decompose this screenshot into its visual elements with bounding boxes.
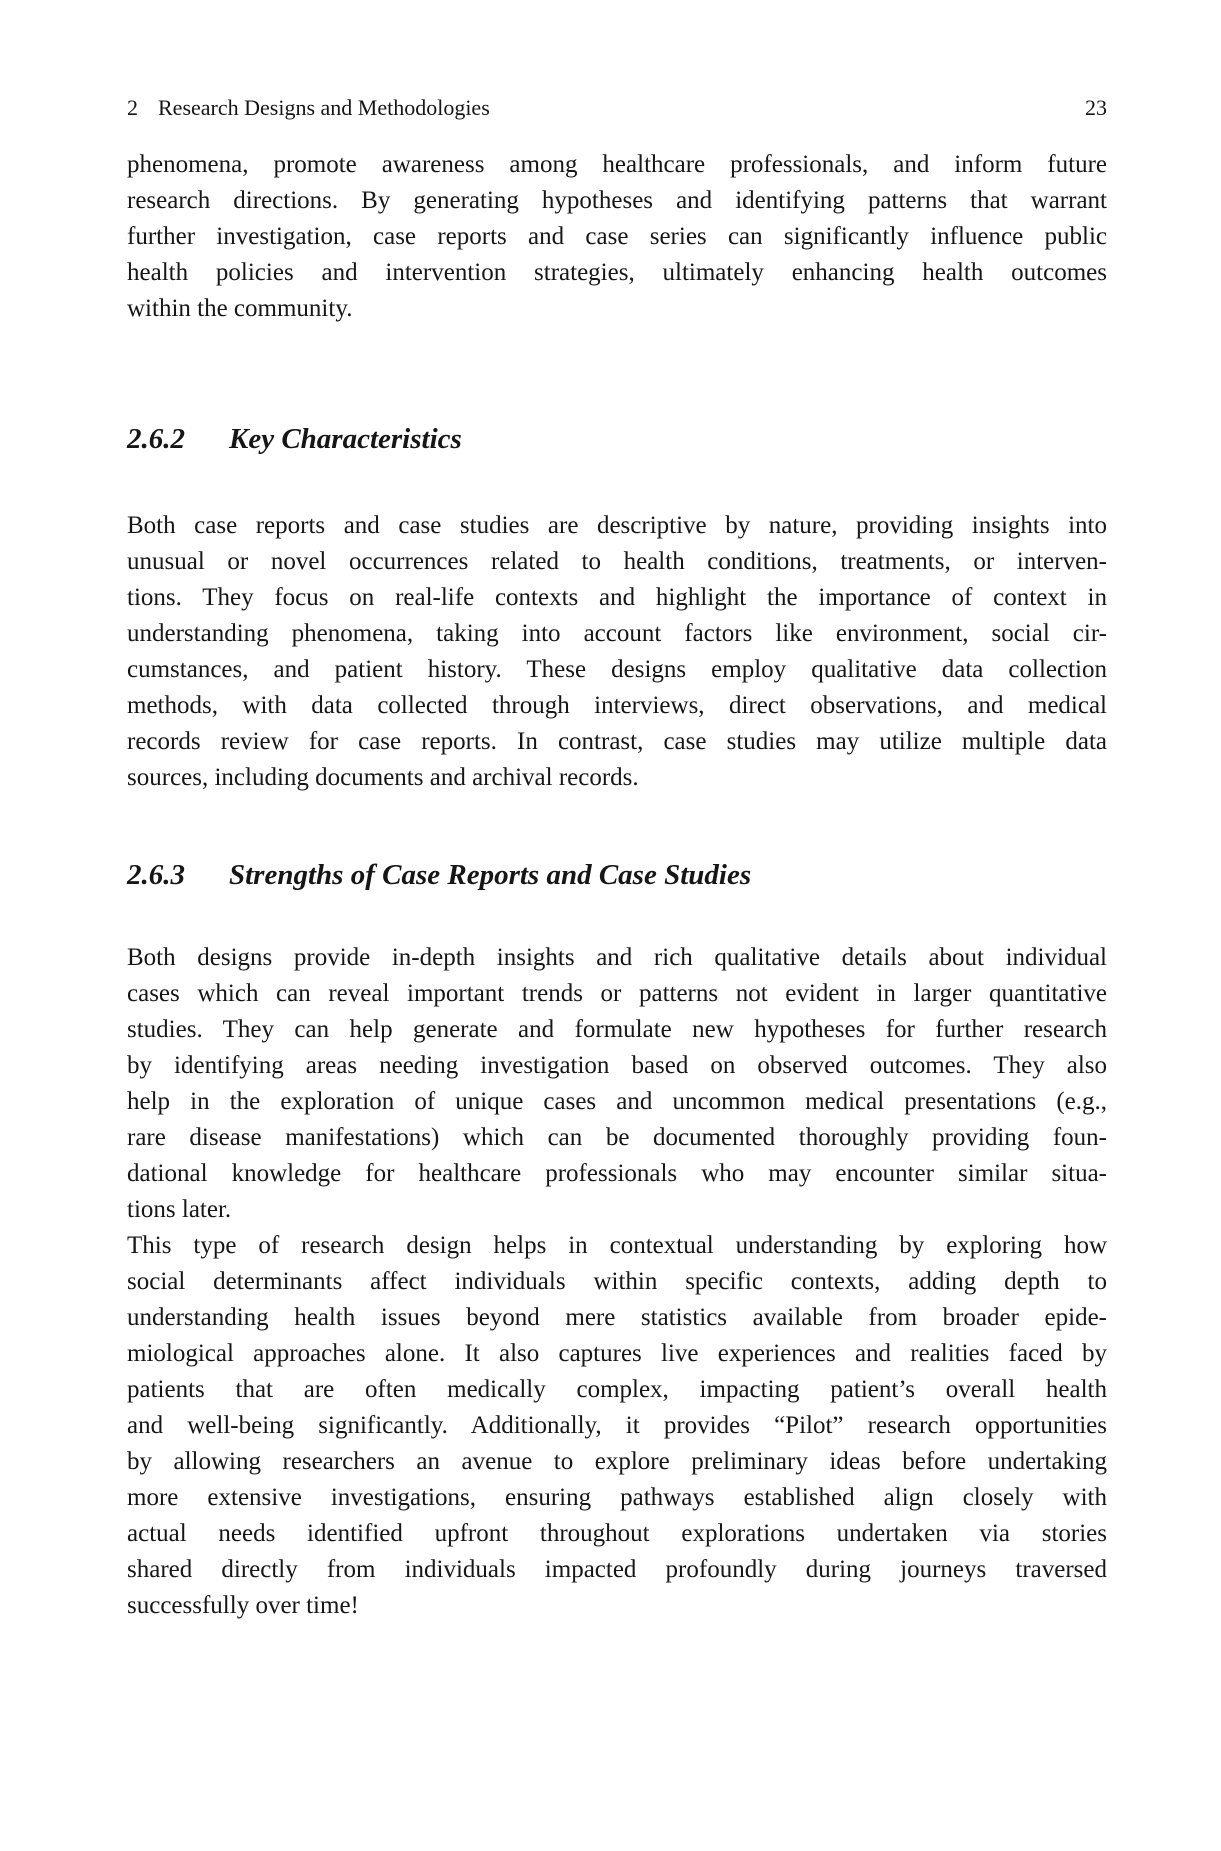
text-line: by identifying areas needing investigation based on observed outcomes. They also <box>127 1052 1107 1079</box>
text-line: by allowing researchers an avenue to explore preliminary ideas before undertaking <box>127 1448 1107 1475</box>
text-line: further investigation, case reports and case series can significantly influence public <box>127 223 1107 250</box>
text-line: understanding health issues beyond mere statistics available from broader epide- <box>127 1304 1107 1331</box>
text-line: actual needs identified upfront throughout explorations undertaken via stories <box>127 1520 1107 1547</box>
text-line: research directions. By generating hypotheses and identifying patterns that warrant <box>127 187 1107 214</box>
running-header <box>127 95 1107 121</box>
text-line: studies. They can help generate and formulate new hypotheses for further research <box>127 1016 1107 1043</box>
text-line: rare disease manifestations) which can be documented thoroughly providing foun- <box>127 1124 1107 1151</box>
text-line: Both designs provide in-depth insights and rich qualitative details about individual <box>127 944 1107 971</box>
text-line: health policies and intervention strategies, ultimately enhancing health outcomes <box>127 259 1107 286</box>
text-line: dational knowledge for healthcare professionals who may encounter similar situa- <box>127 1160 1107 1187</box>
text-line: social determinants affect individuals within specific contexts, adding depth to <box>127 1268 1107 1295</box>
text-line: and well-being significantly. Additionally, it provides “Pilot” research opportunities <box>127 1412 1107 1439</box>
text-line: methods, with data collected through interviews, direct observations, and medical <box>127 692 1107 719</box>
text-line: within the community. <box>127 295 353 322</box>
section-title: Strengths of Case Reports and Case Studies <box>229 859 752 891</box>
text-line: more extensive investigations, ensuring pathways established align closely with <box>127 1484 1107 1511</box>
key-characteristics-paragraph <box>127 508 1107 796</box>
text-line: patients that are often medically complex, impacting patient’s overall health <box>127 1376 1107 1403</box>
section-number: 2.6.2 <box>127 423 185 455</box>
page-number: 23 <box>1085 95 1107 120</box>
text-line: understanding phenomena, taking into account factors like environment, social cir- <box>127 620 1107 647</box>
text-line: cases which can reveal important trends or patterns not evident in larger quantitative <box>127 980 1107 1007</box>
text-line: successfully over time! <box>127 1592 359 1619</box>
text-line: Both case reports and case studies are descriptive by nature, providing insights into <box>127 512 1107 539</box>
strengths-paragraph-1 <box>127 940 1107 1228</box>
intro-paragraph <box>127 147 1107 327</box>
text-line: phenomena, promote awareness among healthcare professionals, and inform future <box>127 151 1107 178</box>
text-line: tions later. <box>127 1196 232 1223</box>
text-line: cumstances, and patient history. These designs employ qualitative data collection <box>127 656 1107 683</box>
section-heading-2-6-2 <box>127 422 1107 456</box>
text-line: This type of research design helps in contextual understanding by exploring how <box>127 1232 1107 1259</box>
strengths-paragraph-2 <box>127 1228 1107 1624</box>
text-line: help in the exploration of unique cases and uncommon medical presentations (e.g., <box>127 1088 1107 1115</box>
text-line: records review for case reports. In contrast, case studies may utilize multiple data <box>127 728 1107 755</box>
chapter-title: Research Designs and Methodologies <box>158 95 490 120</box>
text-line: tions. They focus on real-life contexts and highlight the importance of context in <box>127 584 1107 611</box>
running-header-left <box>127 95 490 121</box>
chapter-number: 2 <box>127 95 138 120</box>
text-line: sources, including documents and archival records. <box>127 764 639 791</box>
text-line: unusual or novel occurrences related to health conditions, treatments, or interven- <box>127 548 1107 575</box>
text-line: shared directly from individuals impacted profoundly during journeys traversed <box>127 1556 1107 1583</box>
section-title: Key Characteristics <box>229 423 462 455</box>
section-heading-2-6-3 <box>127 858 1107 892</box>
text-line: miological approaches alone. It also captures live experiences and realities faced by <box>127 1340 1107 1367</box>
section-number: 2.6.3 <box>127 859 185 891</box>
